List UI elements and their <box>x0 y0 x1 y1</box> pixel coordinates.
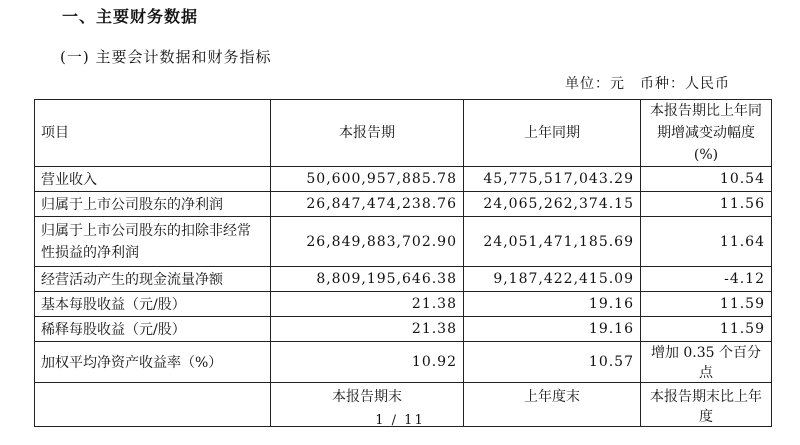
section-title: 一、主要财务数据 <box>62 7 199 26</box>
row-change: 11.56 <box>641 192 772 217</box>
page-number: 1 / 11 <box>375 413 425 428</box>
row-current: 21.38 <box>271 292 464 317</box>
financial-data-table <box>34 99 772 427</box>
header-item: 项目 <box>35 100 271 167</box>
table-header-row <box>35 100 772 167</box>
row-prior: 19.16 <box>464 317 641 342</box>
row-item: 加权平均净资产收益率（%） <box>35 342 271 383</box>
row-change: 11.59 <box>641 292 772 317</box>
row-current: 26,849,883,702.90 <box>271 217 464 267</box>
header-current-period: 本报告期 <box>271 100 464 167</box>
row-prior: 24,051,471,185.69 <box>464 217 641 267</box>
subsection-title: (一) 主要会计数据和财务指标 <box>60 48 272 66</box>
header-prior-period: 上年同期 <box>464 100 641 167</box>
header-change-pct: 本报告期比上年同期增减变动幅度(%) <box>641 100 772 167</box>
row-item: 营业收入 <box>35 167 271 192</box>
table-row <box>35 192 772 217</box>
table-row <box>35 267 772 292</box>
subheader-prior-year-end: 上年度末 <box>464 383 641 427</box>
row-prior: 45,775,517,043.29 <box>464 167 641 192</box>
row-current: 21.38 <box>271 317 464 342</box>
row-change: 10.54 <box>641 167 772 192</box>
row-item: 稀释每股收益（元/股） <box>35 317 271 342</box>
row-prior: 9,187,422,415.09 <box>464 267 641 292</box>
row-change: 11.64 <box>641 217 772 267</box>
row-current: 26,847,474,238.76 <box>271 192 464 217</box>
row-change: 增加 0.35 个百分点 <box>641 342 772 383</box>
row-item: 归属于上市公司股东的扣除非经常性损益的净利润 <box>35 217 271 267</box>
row-change: -4.12 <box>641 267 772 292</box>
row-change: 11.59 <box>641 317 772 342</box>
row-item: 归属于上市公司股东的净利润 <box>35 192 271 217</box>
table-row <box>35 292 772 317</box>
row-item: 经营活动产生的现金流量净额 <box>35 267 271 292</box>
table-row <box>35 167 772 192</box>
table-row <box>35 317 772 342</box>
row-current: 50,600,957,885.78 <box>271 167 464 192</box>
row-prior: 24,065,262,374.15 <box>464 192 641 217</box>
row-prior: 10.57 <box>464 342 641 383</box>
row-prior: 19.16 <box>464 292 641 317</box>
subheader-period-end: 本报告期末 <box>271 383 464 427</box>
row-item: 基本每股收益（元/股） <box>35 292 271 317</box>
subheader-change-vs-prior-year: 本报告期末比上年度 <box>641 383 772 427</box>
row-current: 8,809,195,646.38 <box>271 267 464 292</box>
table-row <box>35 342 772 383</box>
row-current: 10.92 <box>271 342 464 383</box>
unit-currency-line: 单位：元 币种：人民币 <box>565 76 730 92</box>
table-row <box>35 217 772 267</box>
